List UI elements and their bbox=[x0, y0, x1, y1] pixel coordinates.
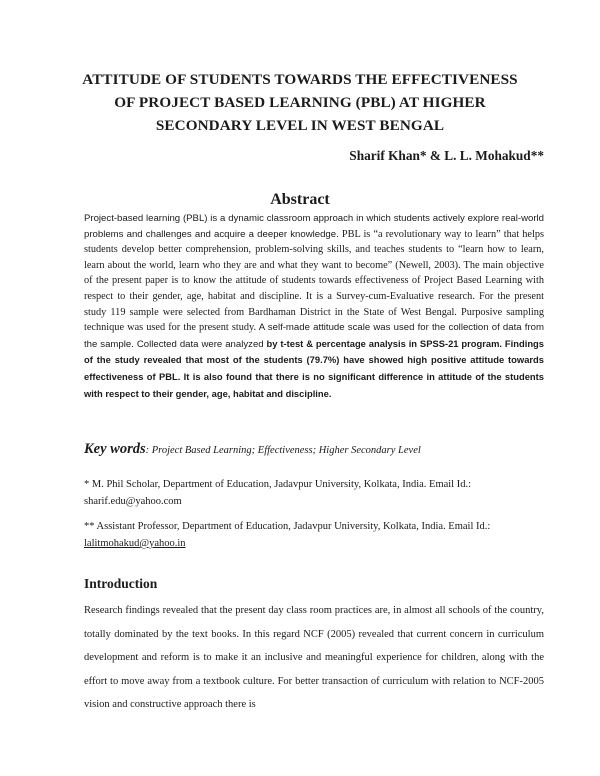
title-line-1: ATTITUDE OF STUDENTS TOWARDS THE EFFECTIVENESS bbox=[82, 71, 518, 88]
keywords bbox=[84, 441, 554, 458]
introduction-heading: Introduction bbox=[84, 576, 158, 591]
keywords-label: Key words bbox=[84, 441, 146, 457]
footnote-author-2-text: ** Assistant Professor, Department of Education, Jadavpur University, Kolkata, India. Email Id.: bbox=[84, 521, 491, 532]
abstract-part-3: A self-made attitude scale was used for the collection of data from the sample. Collected data were analyzed bbox=[84, 322, 544, 350]
author-2-email-link[interactable]: lalitmohakud@yahoo.in bbox=[84, 538, 186, 549]
abstract-part-1: Project-based learning (PBL) is a dynamic classroom approach in which students actively explore real-world problems and challenges and acquire a deeper knowledge. bbox=[84, 213, 544, 240]
authors: Sharif Khan* & L. L. Mohakud** bbox=[349, 148, 544, 163]
abstract-part-4: by t-test & percentage analysis in SPSS-21 program. Findings of the study revealed that most of the students (79.7%) have showed high positive attitude towards effectiveness of PBL. It is also found that there is no significant difference in attitude of the students with respect to their gender, age, habitat and discipline. bbox=[84, 337, 544, 399]
keywords-text: : Project Based Learning; Effectiveness; Higher Secondary Level bbox=[145, 445, 421, 456]
abstract-part-2: PBL is “a revolutionary way to learn” that helps students develop better comprehension, problem-solving skills, and teaches students to “learn how to learn, learn about the world, learn who they are and what they want to become” (Newell, 2003). The main objective of the present paper is to know the attitude of students towards effectiveness of Project Based Learning with respect to their gender, age, habitat and discipline. It is a Survey-cum-Evaluative research. For the present study 119 sample were selected from Bardhaman District in the State of West Bengal. Purposive sampling technique was used for the present study. bbox=[84, 228, 544, 334]
introduction-body: Research findings revealed that the present day class room practices are, in almost all schools of the country, totally dominated by the text books. In this regard NCF (2005) revealed that current concern in curriculum development and reform is to make it an inclusive and meaningful experience for children, along with the effort to move away from a textbook culture. For better transaction of curriculum with relation to NCF-2005 vision and constructive approach there is bbox=[84, 605, 544, 710]
title-line-3: SECONDARY LEVEL IN WEST BENGAL bbox=[155, 117, 445, 134]
abstract-heading: Abstract bbox=[270, 191, 330, 208]
title-line-2: OF PROJECT BASED LEARNING (PBL) AT HIGHER bbox=[114, 94, 486, 111]
paper-title bbox=[60, 68, 540, 137]
abstract-body bbox=[84, 211, 544, 402]
footnote-author-2 bbox=[84, 518, 554, 552]
footnote-author-1: * M. Phil Scholar, Department of Education, Jadavpur University, Kolkata, India. Email Id.: sharif.edu@yahoo.com bbox=[84, 479, 472, 507]
